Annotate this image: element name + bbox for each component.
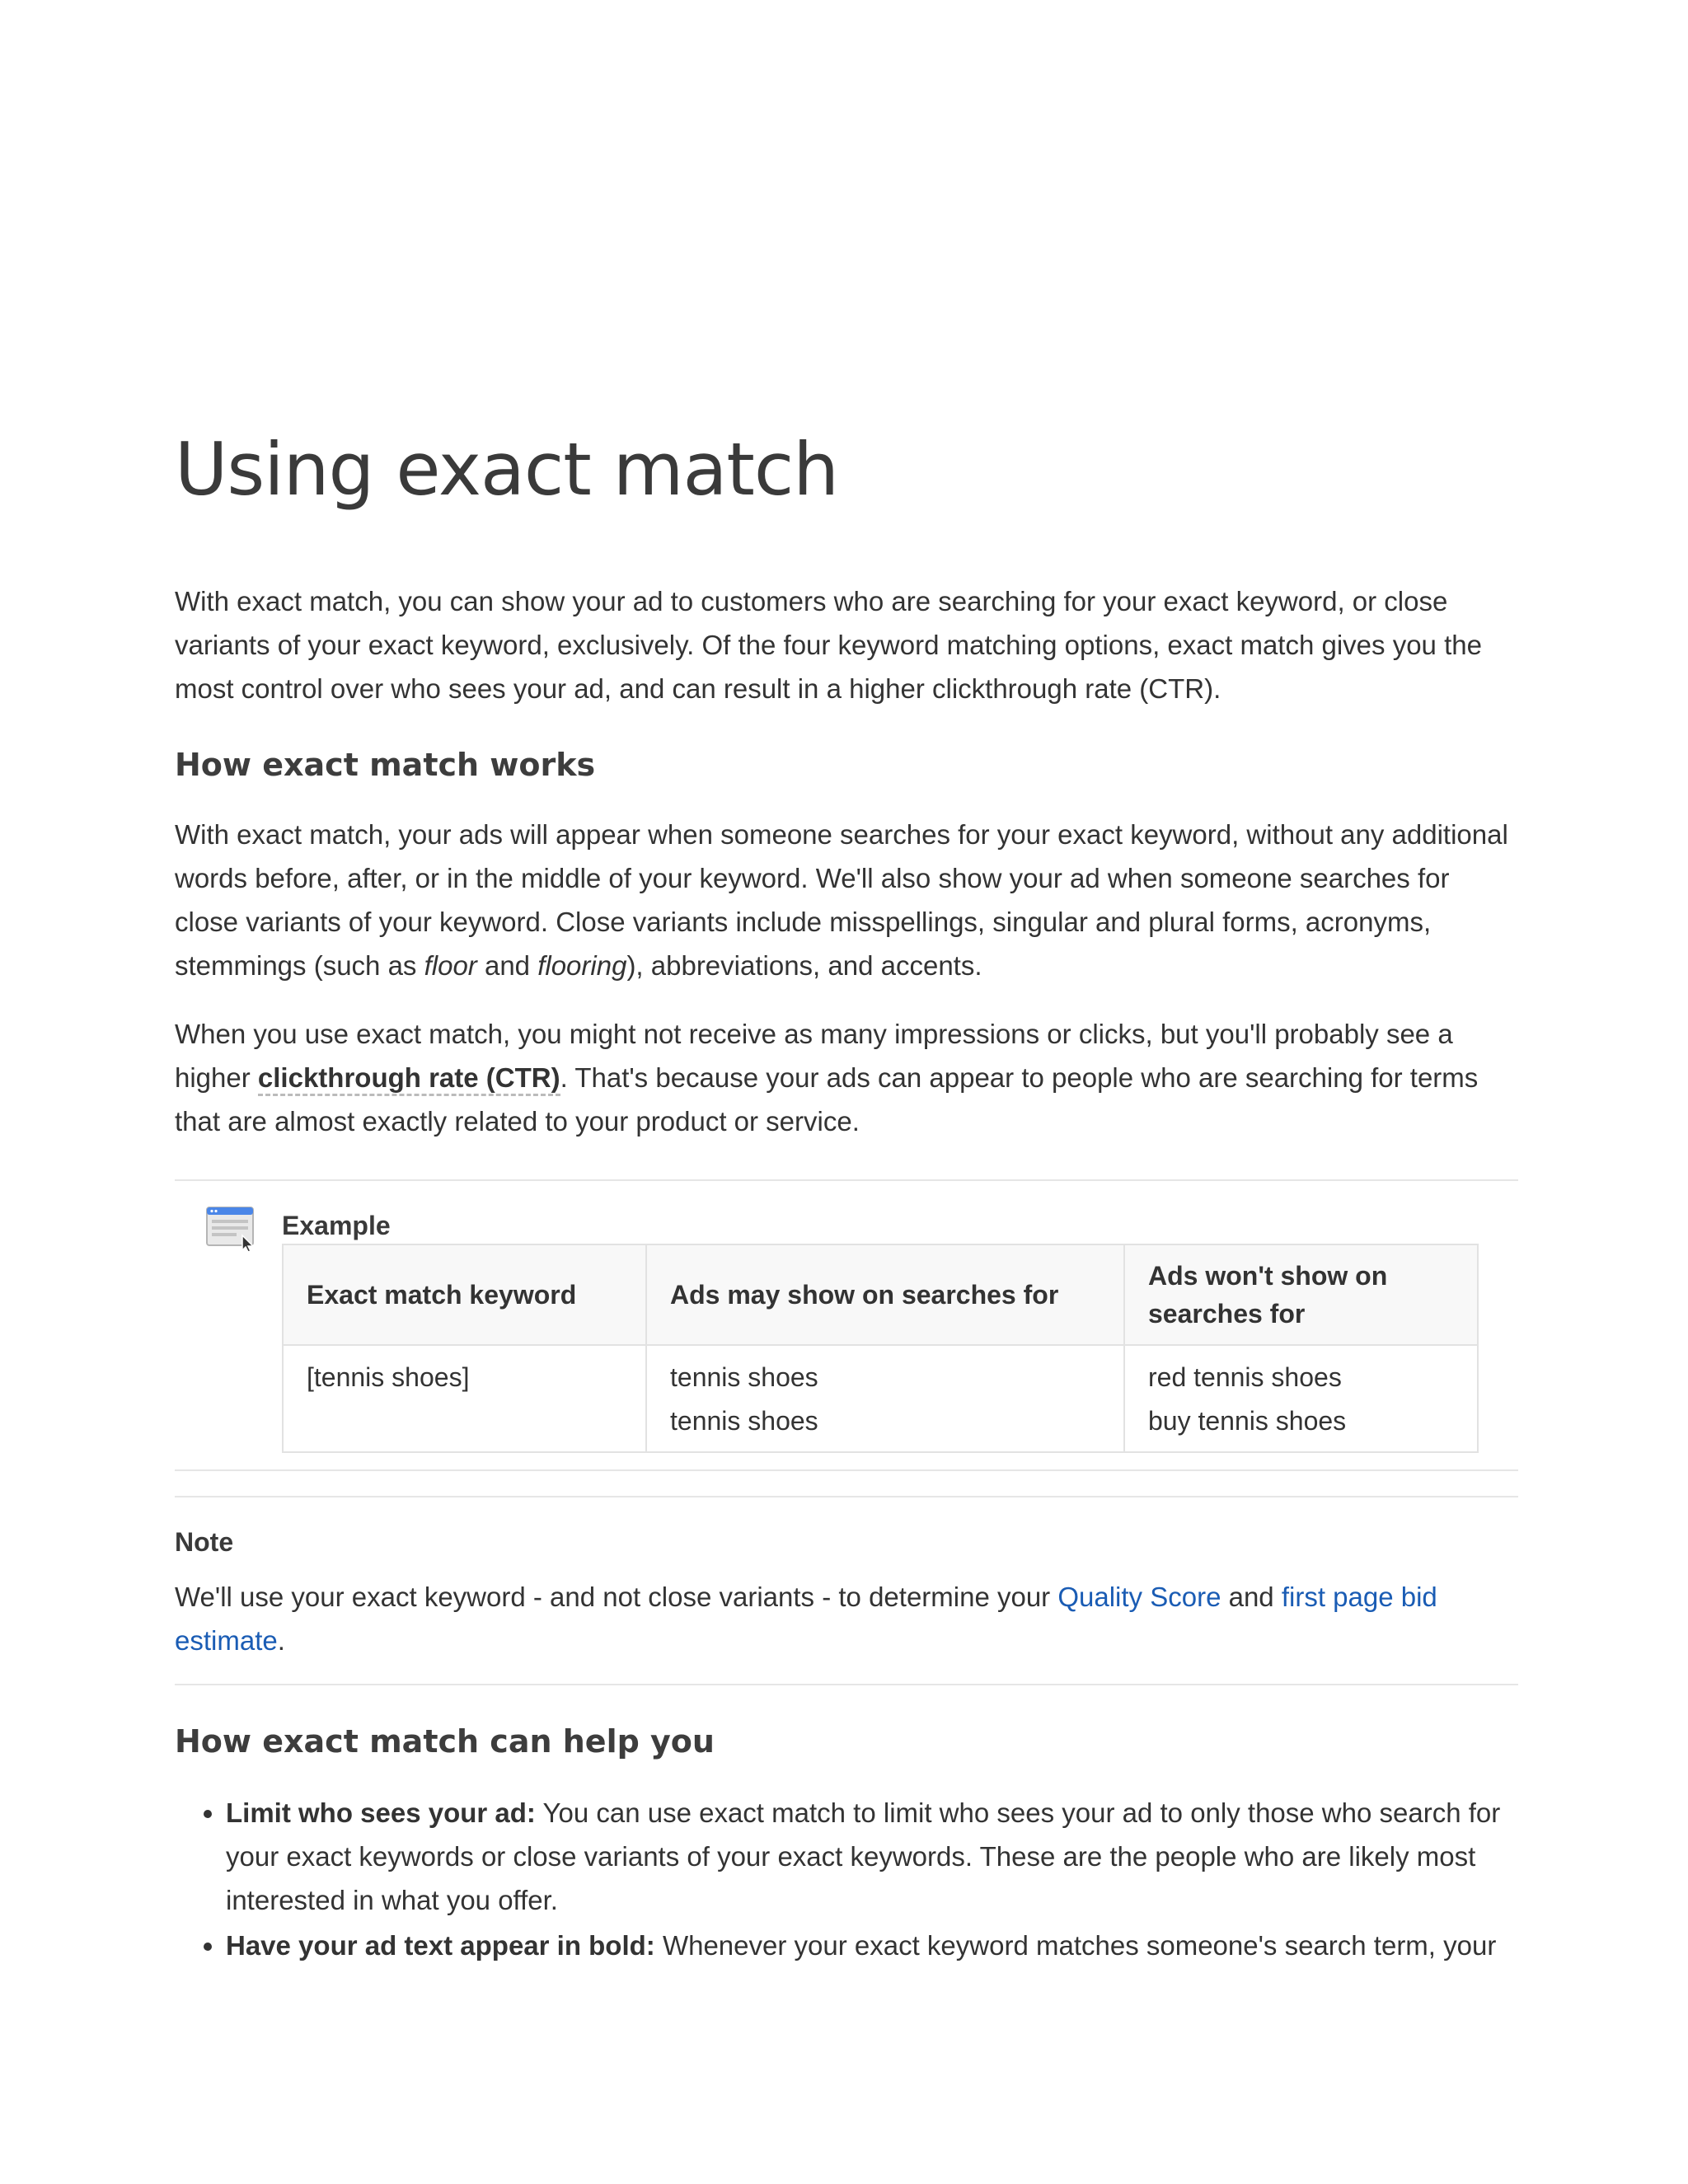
example-label: Example [282,1211,391,1240]
works-p2-text-2: . That's because your ads can appear to people who are searching for terms that are almost exactly related to your product or service. [175,1062,1479,1137]
example-content [282,1207,1479,1453]
works-p1-and: and [476,950,538,981]
note-label: Note [175,1527,234,1557]
benefit-text: Whenever your exact keyword matches someone's search term, your [654,1930,1497,1961]
works-p2-text-1: When you use exact match, you might not receive as many impressions or clicks, but you'll probably see a higher [175,1019,1453,1093]
column-header-wont-show: Ads won't show on searches for [1124,1244,1478,1345]
works-paragraph-2 [175,1012,1518,1143]
benefits-list [175,1791,1518,1967]
wont-show-item: red tennis shoes [1148,1362,1342,1392]
wont-show-item: buy tennis shoes [1148,1406,1347,1436]
table-header-row [283,1244,1478,1345]
cell-keyword [283,1345,646,1452]
works-p1-text-1: With exact match, your ads will appear when someone searches for your exact keyword, without any additional words before, after, or in the middle of your keyword. We'll also show your ad when someone searches for close variants of your keyword. Close variants include misspellings, singular and plural forms, acronyms, stemmings (such as [175,819,1508,981]
benefit-title: Limit who sees your ad: [226,1797,536,1828]
benefit-text: You can use exact match to limit who sees your ad to only those who search for your exact keywords or close variants of your exact keywords. These are the people who are likely most interested in what you offer. [226,1797,1501,1915]
may-show-item: tennis shoes [670,1362,818,1392]
note-text-1: We'll use your exact keyword - and not close variants - to determine your [175,1582,1058,1612]
benefit-title: Have your ad text appear in bold: [226,1930,655,1961]
list-item [226,1791,1518,1922]
example-table [282,1244,1479,1453]
column-header-may-show: Ads may show on searches for [646,1244,1124,1345]
note-period: . [277,1625,285,1656]
intro-paragraph: With exact match, you can show your ad to customers who are searching for your exact keyword, or close variants of your exact keyword, exclusively. Of the four keyword matching options, exact match gives you the most control over who sees your ad, and can result in a higher clickthrough rate (CTR). [175,586,1482,704]
article [175,416,1518,1969]
table-row [283,1345,1478,1452]
works-p1-text-2: ), abbreviations, and accents. [626,950,982,981]
note-text [175,1575,1518,1662]
note-box [175,1496,1518,1685]
works-paragraph-1 [175,813,1518,987]
may-show-item: tennis shoes [670,1406,818,1436]
cell-wont-show [1124,1345,1478,1452]
note-and: and [1221,1582,1282,1612]
cell-may-show [646,1345,1124,1452]
page-title: Using exact match [175,427,839,512]
section-heading-how-it-works: How exact match works [175,747,596,783]
section-heading-how-it-helps: How exact match can help you [175,1723,715,1760]
works-p1-em-floor: floor [424,950,477,981]
first-page-bid-estimate-link[interactable]: first page bid estimate [175,1582,1437,1656]
list-item [226,1924,1518,1967]
works-p1-em-flooring: flooring [537,950,627,981]
ctr-glossary-term[interactable]: clickthrough rate (CTR) [258,1062,560,1096]
keyword-value: [tennis shoes] [307,1362,470,1392]
quality-score-link[interactable]: Quality Score [1057,1582,1221,1612]
browser-window-cursor-icon [206,1206,257,1252]
column-header-keyword: Exact match keyword [283,1244,646,1345]
example-box [175,1179,1518,1471]
